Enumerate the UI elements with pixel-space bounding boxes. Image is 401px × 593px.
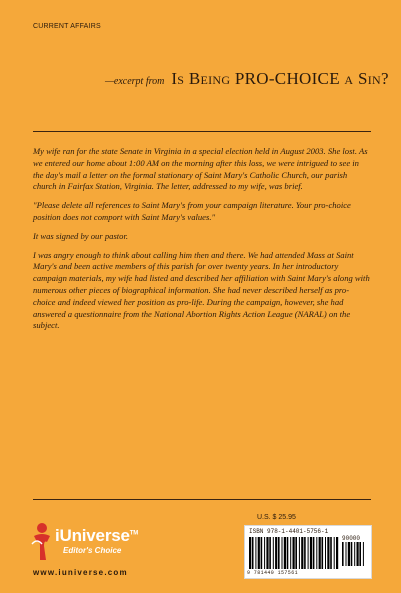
bottom-divider [33, 499, 371, 500]
barcode-bar [308, 537, 309, 569]
paragraph: My wife ran for the state Senate in Virginia in a special election held in August 2003. She lost. As we entered our home about 1:00 AM on the morning after this loss, we were intrigued to see in the day's mail a letter on the formal stationary of Saint Mary's Catholic Church, our parish church in Fairfax Station, Virginia. The letter, addressed to my wife, was brief. [33, 146, 368, 192]
barcode-bar [351, 542, 353, 566]
excerpt-heading [105, 69, 395, 89]
barcode-bar [330, 537, 332, 569]
barcode-bar [269, 537, 271, 569]
barcode-bar [293, 537, 295, 569]
barcode-bar [316, 537, 317, 569]
barcode-bar [258, 537, 260, 569]
publisher-logo [31, 520, 171, 565]
barcode-bar [278, 537, 280, 569]
barcode-bar [304, 537, 306, 569]
barcode-bar [325, 537, 326, 569]
ean-barcode [249, 537, 339, 569]
barcode-bar [342, 542, 344, 566]
barcode-bar [363, 542, 364, 566]
paragraph: I was angry enough to think about calling him then and there. We had attended Mass at Saint Mary's and been active members of this parish for over twenty years. In her introductory campaign materials, my wife had listed and described her affiliation with Saint Mary's along with numerous other pieces of biographical information. She had never described herself as pro-choice and indeed viewed her position as pro-life. During the campaign, however, she had answered a questionnaire from the National Abortion Rights Action League (NARAL) on the subject. [33, 249, 370, 331]
barcode-bar [261, 537, 263, 569]
barcode-panel [244, 525, 372, 579]
barcode-bar [310, 537, 312, 569]
price-label: U.S. $ 25.95 [257, 514, 296, 521]
barcode-bar [299, 537, 300, 569]
barcode-bar [319, 537, 321, 569]
barcode-bar [255, 537, 256, 569]
ean-digits: 9 781440 157561 [247, 570, 299, 576]
publisher-website: www.iuniverse.com [33, 568, 128, 577]
barcode-bar [301, 537, 303, 569]
barcode-bar [252, 537, 254, 569]
barcode-bar [273, 537, 274, 569]
barcode-bar [284, 537, 286, 569]
barcode-bar [282, 537, 283, 569]
price-addon-code: 90000 [342, 535, 361, 542]
excerpt-prefix: —excerpt from [105, 76, 165, 87]
barcode-bar [354, 542, 355, 566]
paragraph: It was signed by our pastor. [33, 230, 129, 241]
barcode-bar [275, 537, 277, 569]
addon-barcode [342, 542, 366, 566]
barcode-bar [249, 537, 251, 569]
barcode-bar [359, 542, 361, 566]
barcode-bar [327, 537, 329, 569]
barcode-bar [264, 537, 265, 569]
barcode-bar [346, 542, 347, 566]
barcode-bar [336, 537, 338, 569]
barcode-bar [290, 537, 291, 569]
barcode-bar [334, 537, 335, 569]
top-divider [33, 131, 371, 132]
book-title: Is Being PRO-CHOICE a Sin? [171, 69, 389, 88]
publisher-imprint: Editor's Choice [63, 546, 122, 555]
excerpt-text [33, 146, 371, 339]
paragraph: "Please delete all references to Saint Mary's from your campaign literature. Your pro-choice position does not comport with Saint Mary's values." [33, 200, 351, 222]
barcode-bar [357, 542, 359, 566]
barcode-bar [322, 537, 324, 569]
barcode-bar [313, 537, 315, 569]
barcode-bar [287, 537, 289, 569]
isbn-text: ISBN 978-1-4401-5756-1 [249, 528, 329, 535]
iuniverse-figure-icon [31, 522, 53, 562]
publisher-name [55, 526, 138, 546]
category-label: CURRENT AFFAIRS [33, 23, 101, 30]
barcode-bar [266, 537, 268, 569]
trademark: TM [129, 530, 139, 537]
barcode-bar [295, 537, 297, 569]
publisher-name-text: iUniverse [55, 526, 130, 545]
barcode-bar [348, 542, 350, 566]
